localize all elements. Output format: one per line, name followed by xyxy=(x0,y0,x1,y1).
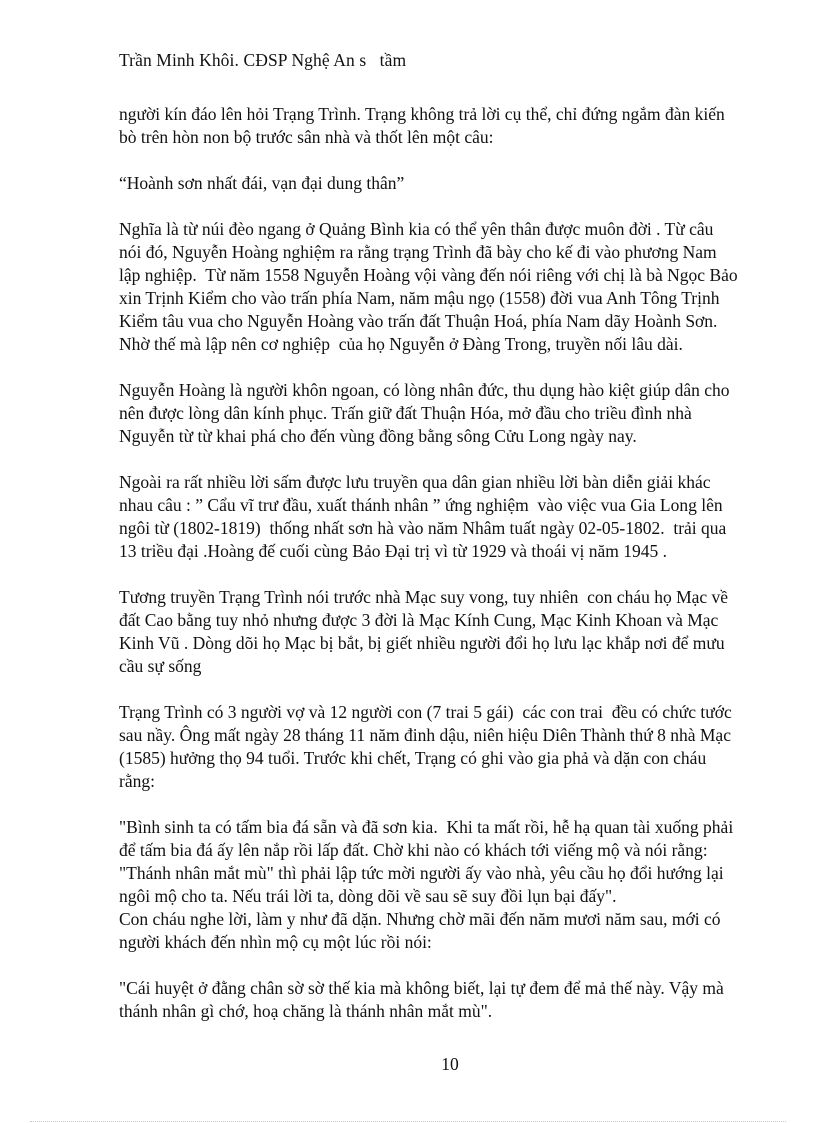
paragraph xyxy=(119,701,779,793)
paragraph xyxy=(119,816,779,954)
text-line: Nhờ thế mà lập nên cơ nghiệp của họ Nguyễn ở Đàng Trong, truyền nối lâu dài. xyxy=(119,334,683,354)
paragraph xyxy=(119,471,779,563)
text-line: "Thánh nhân mắt mù" thì phải lập tức mời người ấy vào nhà, yêu cầu họ đổi hướng lại xyxy=(119,863,724,883)
paragraph xyxy=(119,218,779,356)
text-line: cầu sự sống xyxy=(119,656,202,676)
paragraph xyxy=(119,379,779,448)
text-line: lập nghiệp. Từ năm 1558 Nguyễn Hoàng vội vàng đến nói riêng với chị là bà Ngọc Bảo xyxy=(119,265,738,285)
text-line: Kiểm tâu vua cho Nguyễn Hoàng vào trấn đất Thuận Hoá, phía Nam dãy Hoành Sơn. xyxy=(119,311,718,331)
page-header: Trần Minh Khôi. CĐSP Nghệ An s tầm xyxy=(119,50,407,70)
text-line: nhau câu : ” Cẩu vĩ trư đầu, xuất thánh nhân ” ứng nghiệm vào việc vua Gia Long lên xyxy=(119,495,723,515)
text-line: Nguyễn từ từ khai phá cho đến vùng đồng bằng sông Cửu Long ngày nay. xyxy=(119,426,637,446)
quote-paragraph xyxy=(119,977,779,1023)
paragraph xyxy=(119,586,779,678)
text-line: ngôi mộ cho ta. Nếu trái lời ta, dòng dõi về sau sẽ suy đồi lụn bại đấy". xyxy=(119,886,617,906)
text-line: "Cái huyệt ở đằng chân sờ sờ thế kia mà không biết, lại tự đem để mả thế này. Vậy mà xyxy=(119,978,724,998)
text-line: nên được lòng dân kính phục. Trấn giữ đất Thuận Hóa, mở đầu cho triều đình nhà xyxy=(119,403,692,423)
text-line: rằng: xyxy=(119,771,155,791)
text-line: nói đó, Nguyễn Hoàng nghiệm ra rằng trạng Trình đã bày cho kế đi vào phương Nam xyxy=(119,242,717,262)
text-line: (1585) hưởng thọ 94 tuổi. Trước khi chết, Trạng có ghi vào gia phả và dặn con cháu xyxy=(119,748,707,768)
text-line: Nguyễn Hoàng là người khôn ngoan, có lòng nhân đức, thu dụng hào kiệt giúp dân cho xyxy=(119,380,730,400)
text-line: ngôi từ (1802-1819) thống nhất sơn hà vào năm Nhâm tuất ngày 02-05-1802. trải qua xyxy=(119,518,727,538)
text-line: Tương truyền Trạng Trình nói trước nhà Mạc suy vong, tuy nhiên con cháu họ Mạc về xyxy=(119,587,729,607)
text-line: sau nầy. Ông mất ngày 28 tháng 11 năm đinh dậu, niên hiệu Diên Thành thứ 8 nhà Mạc xyxy=(119,725,731,745)
text-line: Kinh Vũ . Dòng dõi họ Mạc bị bắt, bị giết nhiều người đổi họ lưu lạc khắp nơi để mưu xyxy=(119,633,725,653)
page-number: 10 xyxy=(441,1054,459,1074)
text-line: "Bình sinh ta có tấm bia đá sẵn và đã sơn kia. Khi ta mất rồi, hễ hạ quan tài xuống phải xyxy=(119,817,734,837)
text-line: “Hoành sơn nhất đái, vạn đại dung thân” xyxy=(119,173,405,193)
page-bottom-divider xyxy=(30,1121,786,1122)
text-line: bò trên hòn non bộ trước sân nhà và thốt lên một câu: xyxy=(119,127,494,147)
text-line: Nghĩa là từ núi đèo ngang ở Quảng Bình kia có thể yên thân được muôn đời . Từ câu xyxy=(119,219,714,239)
text-line: Ngoài ra rất nhiều lời sấm được lưu truyền qua dân gian nhiều lời bàn diễn giải khác xyxy=(119,472,711,492)
text-line: để tấm bia đá ấy lên nắp rồi lấp đất. Chờ khi nào có khách tới viếng mộ và nói rằng: xyxy=(119,840,708,860)
text-line: đất Cao bằng tuy nhỏ nhưng được 3 đời là Mạc Kính Cung, Mạc Kinh Khoan và Mạc xyxy=(119,610,719,630)
paragraph xyxy=(119,103,779,149)
text-line: thánh nhân gì chớ, hoạ chăng là thánh nhân mắt mù". xyxy=(119,1001,493,1021)
text-line: Con cháu nghe lời, làm y như đã dặn. Nhưng chờ mãi đến năm mươi năm sau, mới có xyxy=(119,909,721,929)
document-body xyxy=(119,103,779,1023)
text-line: Trạng Trình có 3 người vợ và 12 người con (7 trai 5 gái) các con trai đều có chức tước xyxy=(119,702,732,722)
text-line: 13 triều đại .Hoàng đế cuối cùng Bảo Đại trị vì từ 1929 và thoái vị năm 1945 . xyxy=(119,541,667,561)
text-line: người khách đến nhìn mộ cụ một lúc rồi nói: xyxy=(119,932,432,952)
quote-paragraph xyxy=(119,172,779,195)
text-line: xin Trịnh Kiểm cho vào trấn phía Nam, năm mậu ngọ (1558) đời vua Anh Tông Trịnh xyxy=(119,288,720,308)
text-line: người kín đáo lên hỏi Trạng Trình. Trạng không trả lời cụ thể, chỉ đứng ngắm đàn kiến xyxy=(119,104,725,124)
